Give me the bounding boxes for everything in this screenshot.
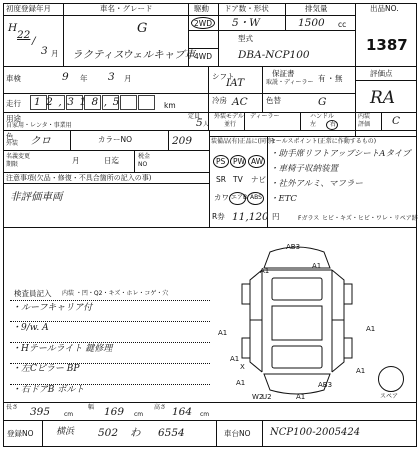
mark-rear-bottom: A1 bbox=[296, 393, 306, 401]
option-leather: カワ bbox=[214, 193, 229, 202]
mark-a1-right-lower: A1 bbox=[356, 367, 366, 375]
exterior-label: 外装モデル bbox=[214, 113, 244, 120]
vin-value: NCP100-2005424 bbox=[270, 427, 361, 438]
mark-a1-left-upper: A1 bbox=[218, 329, 228, 337]
capacity-value: 5 bbox=[196, 117, 203, 129]
warranty-have: 有 bbox=[318, 74, 326, 83]
recycle-label: R券 bbox=[212, 212, 225, 221]
mark-a1-left-mid: A1 bbox=[230, 355, 240, 363]
first-reg-year: 22 bbox=[17, 29, 31, 41]
option-aw: AW bbox=[251, 157, 264, 166]
spare-label: スペア bbox=[380, 393, 399, 400]
color-change-label: 色替 bbox=[266, 96, 281, 105]
length-label: 長さ bbox=[6, 404, 19, 411]
aw-selected-mark bbox=[248, 155, 265, 168]
color-value: クロ bbox=[30, 135, 51, 147]
mark-rear-u2: U2 bbox=[262, 393, 272, 401]
pw-selected-mark bbox=[230, 155, 246, 168]
option-ps: PS bbox=[216, 157, 226, 166]
warranty-none: 無 bbox=[335, 74, 343, 83]
length-value: 395 bbox=[30, 406, 51, 418]
inspector-legend: 内装 ・凹・Q2・キズ・ホレ・コゲ・穴 bbox=[62, 290, 169, 297]
selling-line-4: ・ETC bbox=[270, 194, 297, 204]
inspector-line-4: ・左Cピラー BP bbox=[12, 364, 80, 374]
reg-label: 登録NO bbox=[7, 429, 34, 438]
grade-value: G bbox=[137, 21, 148, 36]
reg-kana: わ bbox=[130, 427, 141, 439]
drive-4wd: 4WD bbox=[194, 52, 212, 61]
first-reg-label: 初度登録年月 bbox=[6, 4, 51, 13]
reg-number: 6554 bbox=[158, 427, 185, 439]
mark-x-left: X bbox=[240, 363, 245, 371]
selling-title: セールスポイント(正常に作動するもの) bbox=[270, 138, 377, 145]
reg-region: 横浜 bbox=[56, 427, 75, 437]
first-reg-month: 3 bbox=[41, 45, 48, 57]
mileage-value: 12,318,5 bbox=[34, 96, 125, 108]
capacity-label: 定員 bbox=[188, 113, 201, 120]
mark-a1-top-mid: A1 bbox=[312, 262, 322, 270]
warranty-sub: 取説・ディーラー bbox=[266, 79, 314, 86]
spare-tire-icon bbox=[378, 366, 404, 392]
shaken-year: 9 bbox=[62, 71, 69, 83]
inspector-line-5: ・右ドアB ボルト bbox=[12, 385, 85, 395]
vin-label: 車台NO bbox=[224, 429, 251, 438]
color-change-value: G bbox=[318, 96, 327, 108]
height-value: 164 bbox=[172, 406, 193, 418]
interior-sub: 評価 bbox=[358, 121, 371, 128]
drive-label: 駆動 bbox=[194, 4, 209, 13]
warranty-sep: ・ bbox=[327, 74, 335, 83]
shaken-month: 3 bbox=[108, 71, 115, 83]
shaken-year-unit: 年 bbox=[80, 74, 88, 83]
special-note: ウェルキャブ車 bbox=[122, 49, 196, 61]
capacity-unit: 人 bbox=[203, 121, 210, 128]
handle-label: ハンドル bbox=[310, 113, 335, 120]
remarks-label: 名義変更 bbox=[6, 153, 31, 160]
handle-right: 右 bbox=[330, 121, 337, 128]
first-reg-month-unit: 月 bbox=[51, 49, 59, 58]
exterior-value: 並行 bbox=[224, 121, 237, 128]
width-label: 幅 bbox=[88, 404, 95, 411]
shaken-month-unit: 月 bbox=[124, 74, 132, 83]
color-sub: 外装 bbox=[6, 140, 19, 147]
width-value: 169 bbox=[104, 406, 125, 418]
option-abs: ABS bbox=[250, 194, 262, 201]
displacement-unit: cc bbox=[338, 20, 347, 29]
drive-2wd: 2WD bbox=[194, 19, 212, 28]
model-label: 型式 bbox=[238, 34, 253, 43]
tax-label: 税金 bbox=[138, 153, 151, 160]
height-label: 高さ bbox=[154, 404, 167, 411]
use-options: 自家用・レンタ・事業用 bbox=[6, 122, 72, 129]
recycle-value: 11,120 bbox=[232, 211, 269, 223]
color-label: 色 bbox=[6, 132, 14, 141]
option-tv: TV bbox=[233, 175, 243, 184]
handle-left: 左 bbox=[310, 121, 317, 128]
inspector-label: 検査員記入 bbox=[14, 289, 52, 298]
score-label: 評価点 bbox=[370, 69, 393, 78]
remarks-month: 月 bbox=[72, 156, 80, 165]
mileage-label: 走行 bbox=[6, 99, 21, 108]
tax-value: NO bbox=[138, 161, 148, 168]
lot-label: 出品NO. bbox=[370, 4, 399, 13]
mark-a1-left-lower: A1 bbox=[236, 379, 246, 387]
length-unit: cm bbox=[64, 411, 74, 418]
displacement-label: 排気量 bbox=[305, 4, 328, 13]
height-unit: cm bbox=[200, 411, 210, 418]
mark-ab3-bottom: AB3 bbox=[318, 381, 333, 389]
shift-value: IAT bbox=[226, 77, 245, 89]
glass-label: Fガラス bbox=[298, 215, 320, 222]
mark-rear-w2: W2 bbox=[252, 393, 264, 401]
color-no: 209 bbox=[172, 135, 193, 147]
displacement-value: 1500 bbox=[298, 17, 325, 29]
selling-line-3: ・社外アルミ、マフラー bbox=[270, 179, 363, 189]
reg-class: 502 bbox=[98, 427, 119, 439]
interior-label: 内装 bbox=[358, 113, 371, 120]
option-pw: PW bbox=[233, 157, 245, 166]
interior-value: C bbox=[392, 115, 401, 127]
glass-options: ヒビ・キズ・ヒビ・ワレ・リペア跡 bbox=[322, 215, 418, 222]
option-sr: SR bbox=[216, 175, 226, 184]
selling-line-2: ・車椅子収納装置 bbox=[270, 164, 339, 174]
mark-a1-right-mid: A1 bbox=[366, 325, 376, 333]
option-airbag: エアB bbox=[231, 194, 248, 201]
car-damage-diagram bbox=[222, 240, 372, 402]
abs-selected-mark bbox=[247, 192, 264, 205]
mileage-unit: km bbox=[164, 101, 176, 110]
aircon-label: 冷房 bbox=[212, 96, 227, 105]
options-title: 装備品(有)正品に(同等) bbox=[211, 138, 275, 145]
drive-2wd-mark bbox=[191, 17, 215, 29]
color-no-label: カラーNO bbox=[98, 135, 133, 144]
handle-right-mark bbox=[326, 120, 338, 130]
lot-number: 1387 bbox=[366, 36, 408, 54]
notes-label: 注意事項(欠品・修復・不具合箇所の記入の事) bbox=[6, 174, 152, 182]
recycle-unit: 円 bbox=[272, 212, 280, 221]
inspector-line-1: ・ルーフキャリア付 bbox=[12, 303, 93, 313]
aircon-value: AC bbox=[232, 96, 248, 108]
mark-a1-top-left: A1 bbox=[260, 267, 270, 275]
inspector-line-3: ・Hテールライト 鍵修理 bbox=[12, 344, 113, 354]
doors-label: ドア数・形状 bbox=[224, 4, 269, 13]
doors-value: 5・W bbox=[232, 17, 260, 29]
warranty-label: 保証書 bbox=[272, 69, 295, 78]
dealer-label: ディーラー bbox=[250, 113, 280, 120]
selling-line-1: ・助手席リフトアップシートAタイプ bbox=[270, 149, 411, 159]
shaken-label: 車検 bbox=[6, 74, 21, 83]
mark-front: AB3 bbox=[286, 243, 301, 251]
car-name: ラクティス bbox=[72, 49, 124, 61]
use-label: 用途 bbox=[6, 114, 21, 123]
remarks-day: 日迄 bbox=[104, 156, 119, 165]
width-unit: cm bbox=[134, 411, 144, 418]
option-navi: ナビ bbox=[251, 175, 266, 184]
score-value: RA bbox=[370, 88, 396, 108]
shift-label: シフト bbox=[212, 72, 235, 81]
first-reg-era: H bbox=[8, 22, 18, 34]
airbag-selected-mark bbox=[229, 192, 246, 205]
model-code: DBA-NCP100 bbox=[238, 49, 310, 61]
inspector-line-2: ・9/w. A bbox=[12, 323, 49, 333]
name-grade-label: 車名・グレード bbox=[100, 4, 153, 13]
first-reg-year-suffix: / bbox=[32, 35, 36, 47]
ps-selected-mark bbox=[213, 155, 229, 168]
remarks-sub: 期限 bbox=[6, 161, 19, 168]
notes-text: 非評価車両 bbox=[10, 191, 63, 203]
